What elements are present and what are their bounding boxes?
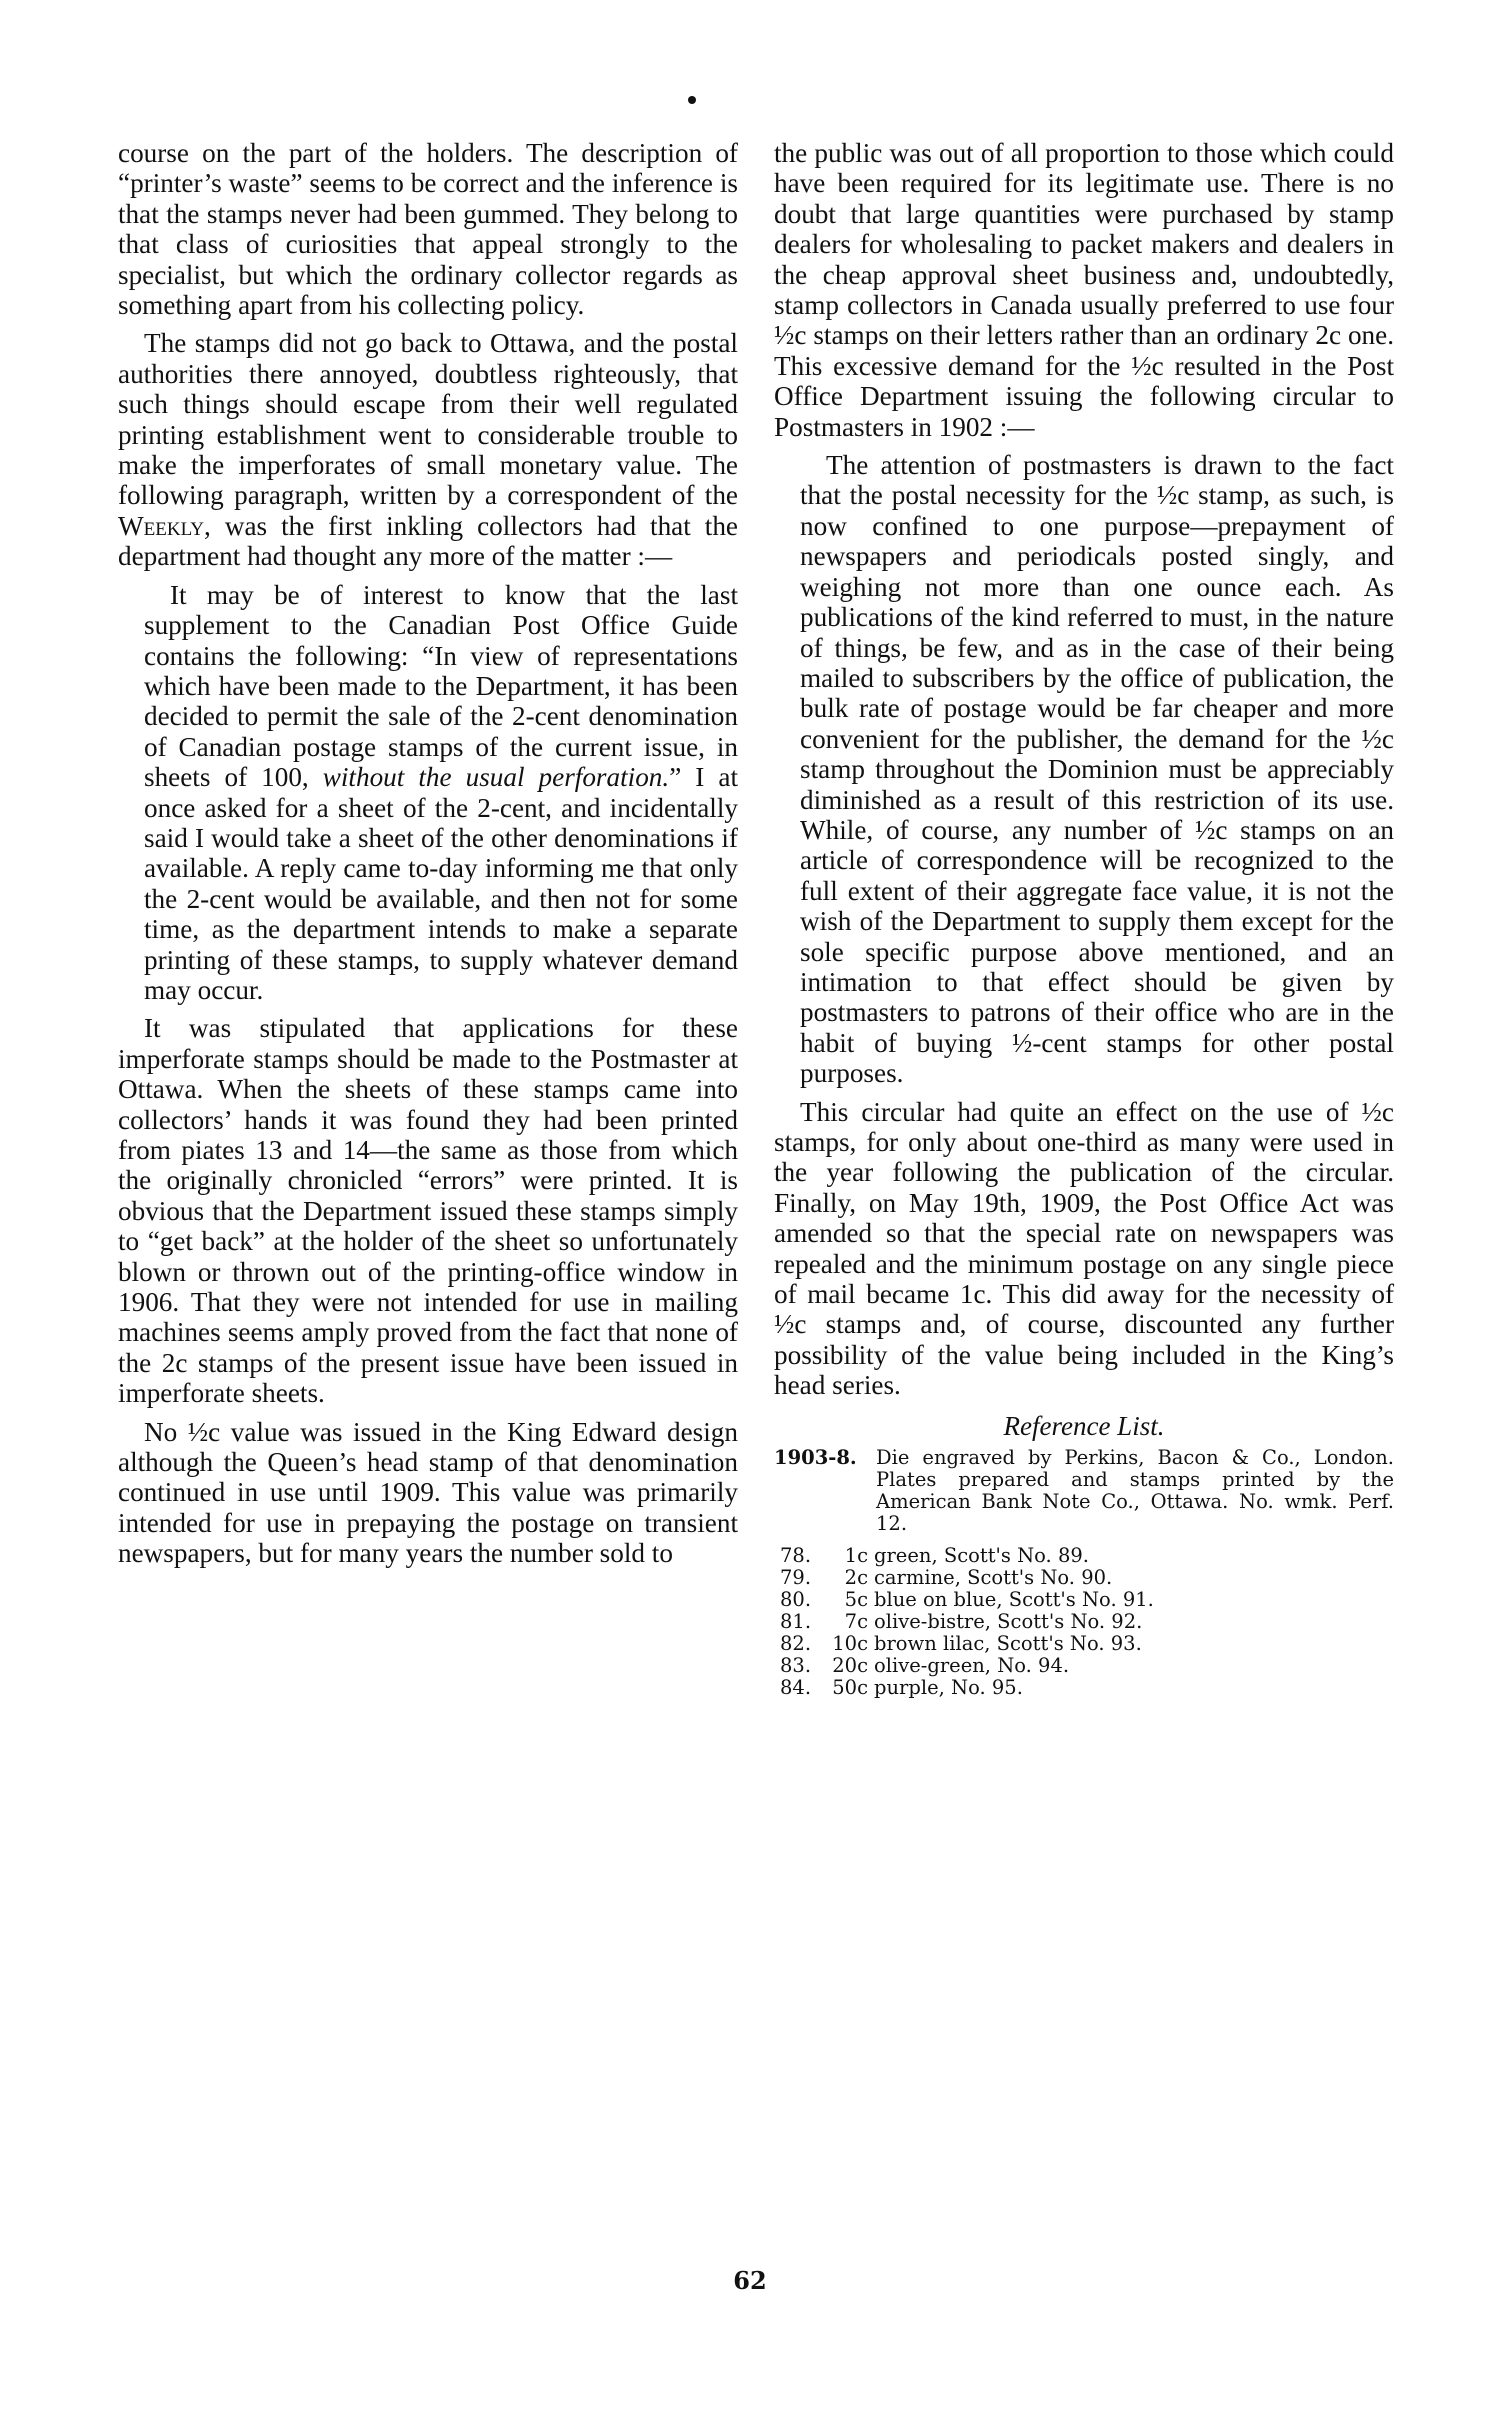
list-item [774,1567,1394,1589]
block-quote [118,580,738,1006]
paragraph: No ½c value was issued in the King Edward design although the Queen’s head stamp of that denomination continued in use until 1909. This value was primarily intended for use in prepaying the postage on transient newspapers, but for many years the number sold to [118,1416,738,1569]
publication-name: Weekly [118,510,205,541]
paragraph: course on the part of the holders. The description of “printer’s waste” seems to be correct and the inference is that the stamps never had been gummed. They belong to that class of curiosities that appeal strongly to the specialist, but which the ordinary collector regards as something apart from his collecting policy. [118,138,738,321]
item-number: 82. [780,1632,812,1656]
item-text: brown lilac, Scott's No. 93. [874,1632,1142,1656]
list-item [774,1655,1394,1677]
item-number: 79. [780,1566,812,1590]
item-number: 80. [780,1588,812,1612]
item-number: 84. [780,1676,812,1700]
list-item [774,1677,1394,1699]
reference-list-header [774,1447,1394,1535]
printer-mark-dot [688,96,696,104]
paragraph: the public was out of all proportion to those which could have been required for its legitimate use. There is no doubt that large quantities were purchased by stamp dealers for wholesaling to packet makers and dealers in the cheap approval sheet business and, undoubtedly, stamp collectors in Canada usually preferred to use four ½c stamps on their letters rather than an ordinary 2c one. This excessive demand for the ½c resulted in the Post Office Department issuing the following circular to Postmasters in 1902 :— [774,138,1394,442]
emphasis: without the usual perforation. [322,762,670,793]
text-span: It may be of interest to know that the last supplement to the Canadian Post Office Guide contains the following: “In view of representations which have been made to the Department, it has been decided to permit the sale of the 2-cent denomination of Canadian postage stamps of the current issue, in sheets of 100, [144,579,738,793]
item-text: carmine, Scott's No. 90. [874,1566,1113,1590]
reference-list [774,1447,1394,1699]
period: 1903-8. [774,1446,857,1470]
page-number: 62 [733,2266,767,2295]
item-text: purple, No. 95. [874,1676,1023,1700]
item-text: olive-bistre, Scott's No. 92. [874,1610,1143,1634]
item-value: 20c [832,1654,868,1678]
list-item [774,1589,1394,1611]
block-quote [774,450,1394,1089]
list-item [774,1611,1394,1633]
item-number: 81. [780,1610,812,1634]
paragraph: It was stipulated that applications for these imperforate stamps should be made to the Postmaster at Ottawa. When the sheets of these stamps came into collectors’ hands it was found they had been printed from piates 13 and 14—the same as those from which the originally chronicled “errors” were printed. It is obvious that the Department issued these stamps simply to “get back” at the holder of the sheet so unfortunately blown or thrown out of the printing-office window in 1906. That they were not intended for use in mailing machines seems amply proved from the fact that none of the 2c stamps of the present issue have been issued in imperforate sheets. [118,1013,738,1409]
text-span: The stamps did not go back to Ottawa, and the postal authorities there annoyed, doubtless righteously, that such things should escape from their well regulated printing establishment went to considerable trouble to make the imperforates of small monetary value. The following paragraph, written by a correspondent of the [118,328,738,511]
item-value: 1c [844,1544,868,1568]
paragraph [118,328,738,571]
paragraph: This circular had quite an effect on the use of ½c stamps, for only about one-third as many were used in the year following the publication of the circular. Finally, on May 19th, 1909, the Post Office Act was amended so that the special rate on newspapers was repealed and the minimum postage on any single piece of mail became 1c. This did away for the necessity of ½c stamps and, of course, discounted any further possibility of the value being included in the King’s head series. [774,1096,1394,1401]
item-value: 2c [844,1566,868,1590]
item-text: green, Scott's No. 89. [874,1544,1089,1568]
item-number: 83. [780,1654,812,1678]
item-text: olive-green, No. 94. [874,1654,1070,1678]
text-span: The attention of postmasters is drawn to the fact that the postal necessity for the ½c stamp, as such, is now confined to one purpose—prepayment of newspapers and periodicals posted singly, and weighing not more than one ounce each. As publications of the kind referred to must, in the nature of things, be few, and as in the case of their being mailed to subscribers by the office of publication, the bulk rate of postage would be far cheaper and more convenient for the publisher, the demand for the ½c stamp throughout the Dominion must be appreciably diminished as a result of this restriction of its use. While, of course, any number of ½c stamps on an article of correspondence will be recognized to the full extent of their aggregate face value, it is not the wish of the Department to supply them except for the sole specific purpose above mentioned, and an intimation to that effect should be given by postmasters to patrons of their office who are in the habit of buying ½-cent stamps for other postal purposes. [800,450,1394,1089]
item-number: 78. [780,1544,812,1568]
reference-items [774,1545,1394,1699]
list-item [774,1545,1394,1567]
right-column [774,138,1394,1699]
item-value: 7c [844,1610,868,1634]
text-span: ” I at once asked for a sheet of the 2-cent, and incidentally said I would take a sheet of the other denominations if available. A reply came to-day informing me that only the 2-cent would be available, and then not for some time, as the department intends to make a separate printing of these stamps, to supply whatever demand may occur. [144,762,738,1005]
reference-list-title: Reference List. [1003,1410,1165,1441]
left-column [118,138,738,1569]
item-value: 50c [832,1676,868,1700]
issue-description: Die engraved by Perkins, Bacon & Co., London. Plates prepared and stamps printed by the American Bank Note Co., Ottawa. No. wmk. Perf. 12. [876,1446,1394,1536]
text-span: , was the first inkling collectors had that the department had thought any more of the matter :— [118,510,738,572]
item-value: 5c [844,1588,868,1612]
item-text: blue on blue, Scott's No. 91. [874,1588,1154,1612]
list-item [774,1633,1394,1655]
item-value: 10c [832,1632,868,1656]
